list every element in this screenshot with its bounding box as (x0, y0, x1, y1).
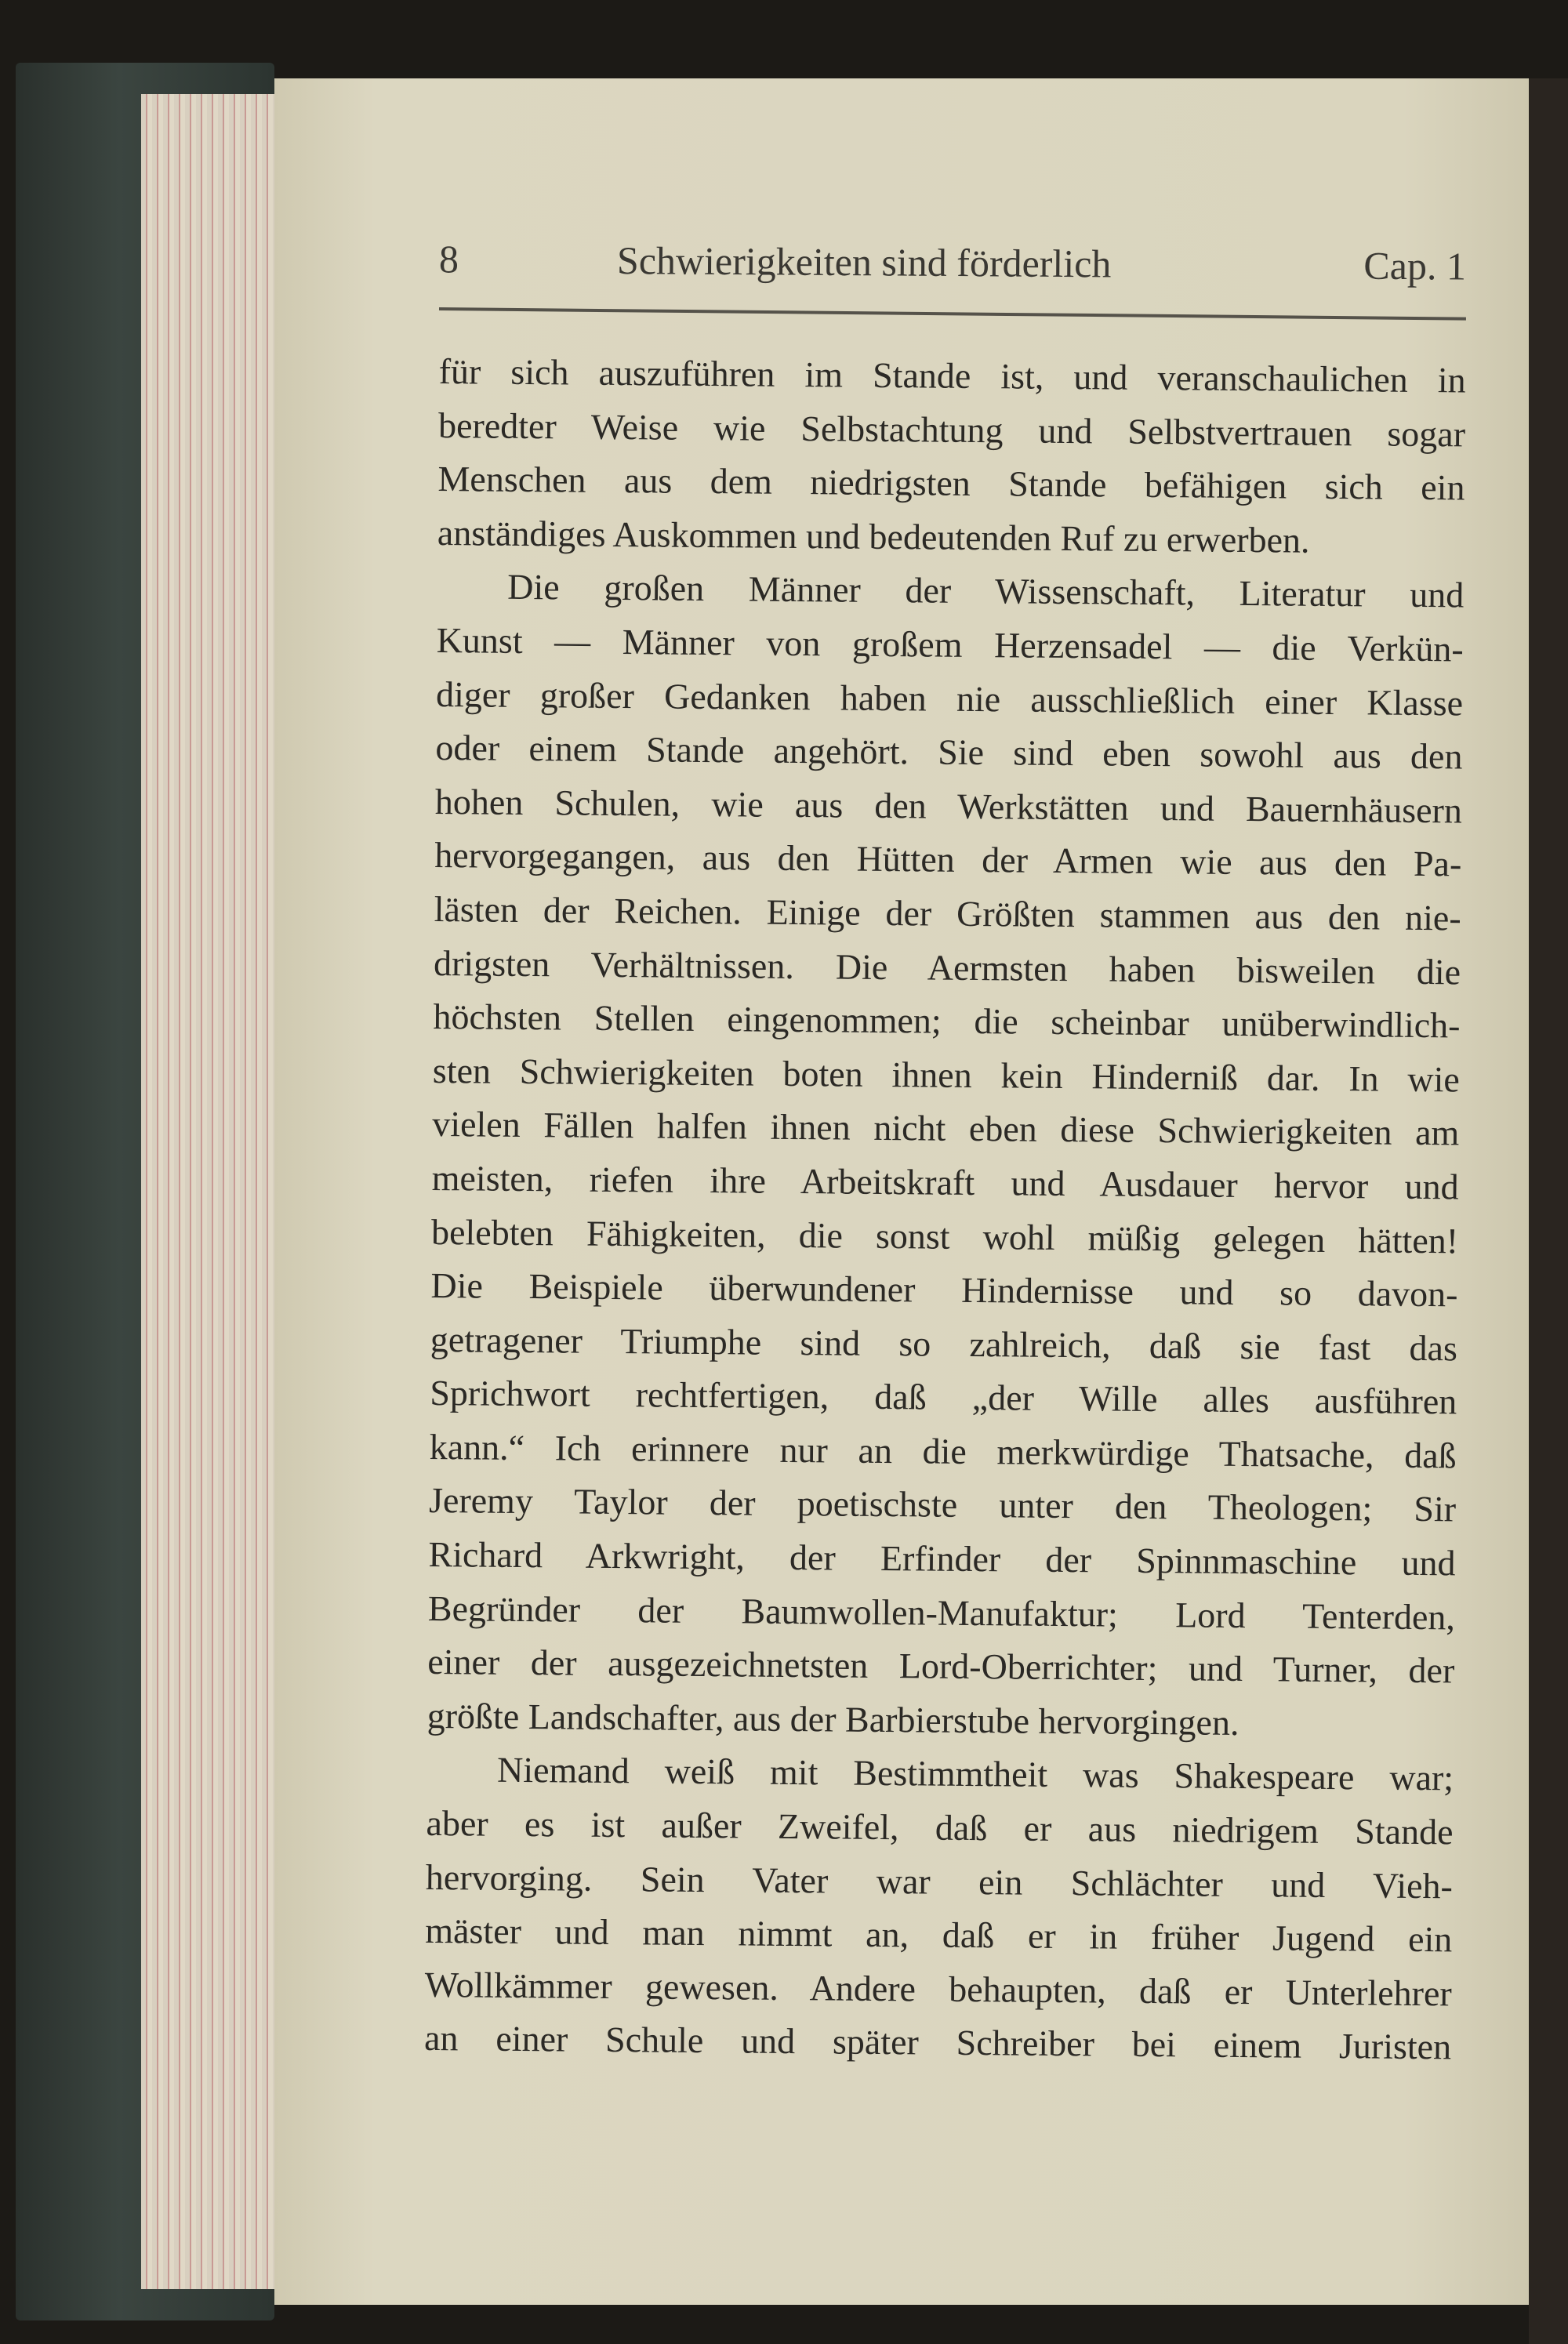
text-line: Jeremy Taylor der poetischste unter den Theologen; Sir (428, 1480, 1457, 1529)
text-line: Die großen Männer der Wissenschaft, Literatur und (507, 567, 1465, 615)
page-number: 8 (438, 237, 459, 281)
text-line: Die Beispiele überwundener Hindernisse und so davon- (430, 1265, 1458, 1315)
text-line: größte Landschafter, aus der Barbierstube hervorgingen. (426, 1695, 1240, 1743)
text-line: kann.“ Ich erinnere nur an die merkwürdige Thatsache, daß (429, 1426, 1457, 1476)
text-line: hervorgegangen, aus den Hütten der Armen wie aus den Pa- (434, 835, 1462, 884)
text-line: vielen Fällen halfen ihnen nicht eben diese Schwierigkeiten am (432, 1104, 1460, 1153)
book-spine-edge (1529, 78, 1568, 2344)
text-line: hervorging. Sein Vater war ein Schlächter und Vieh- (425, 1856, 1454, 1906)
text-line: oder einem Stande angehört. Sie sind eben sowohl aus den (435, 728, 1463, 777)
text-line: Sprichwort rechtfertigen, daß „der Wille alles ausführen (430, 1373, 1457, 1422)
text-line: diger großer Gedanken haben nie ausschließlich einer Klasse (435, 673, 1464, 723)
running-title: Schwierigkeiten sind förderlich (616, 238, 1112, 286)
text-line: drigsten Verhältnissen. Die Aermsten haben bisweilen die (433, 942, 1461, 992)
text-line: beredter Weise wie Selbstachtung und Selbstvertrauen sogar (437, 405, 1466, 455)
text-line: Wollkämmer gewesen. Andere behaupten, daß er Unterlehrer (424, 1964, 1452, 2014)
text-line: Begründer der Baumwollen-Manufaktur; Lord Tenterden, (427, 1587, 1456, 1638)
text-line: Kunst — Männer von großem Herzensadel — die Verkün- (436, 619, 1464, 669)
text-line: meisten, riefen ihre Arbeitskraft und Ausdauer hervor und (431, 1157, 1459, 1207)
text-line: sten Schwierigkeiten boten ihnen kein Hinderniß dar. In wie (432, 1050, 1461, 1100)
text-line: höchsten Stellen eingenommen; die scheinbar unüberwindlich- (433, 996, 1461, 1046)
page-edges (141, 94, 290, 2289)
text-line: an einer Schule und später Schreiber bei einem Juristen (423, 2018, 1452, 2067)
running-header (439, 231, 1466, 293)
text-line: hohen Schulen, wie aus den Werkstätten und Bauernhäusern (434, 781, 1463, 831)
text-line: Richard Arkwright, der Erfinder der Spinnmaschine und (428, 1534, 1456, 1584)
text-line: getragener Triumphe sind so zahlreich, daß sie fast das (430, 1319, 1458, 1369)
body-text (424, 345, 1466, 2074)
text-line: belebten Fähigkeiten, die sonst wohl müßig gelegen hätten! (430, 1211, 1459, 1261)
text-line: anständiges Auskommen und bedeutenden Ruf zu erwerben. (437, 512, 1310, 561)
text-line: Niemand weiß mit Bestimmtheit was Shakespeare war; (496, 1750, 1454, 1798)
text-line: Menschen aus dem niedrigsten Stande befähigen sich ein (437, 459, 1465, 508)
text-line: aber es ist außer Zweifel, daß er aus niedrigem Stande (426, 1802, 1454, 1852)
text-line: einer der ausgezeichnetsten Lord-Oberrichter; und Turner, der (427, 1642, 1455, 1691)
text-line: lästen der Reichen. Einige der Größten stammen aus den nie- (434, 888, 1461, 938)
text-line: mäster und man nimmt an, daß er in früher Jugend ein (425, 1910, 1453, 1960)
text-line: für sich auszuführen im Stande ist, und veranschaulichen in (438, 350, 1466, 401)
chapter-label: Cap. 1 (1363, 243, 1467, 288)
